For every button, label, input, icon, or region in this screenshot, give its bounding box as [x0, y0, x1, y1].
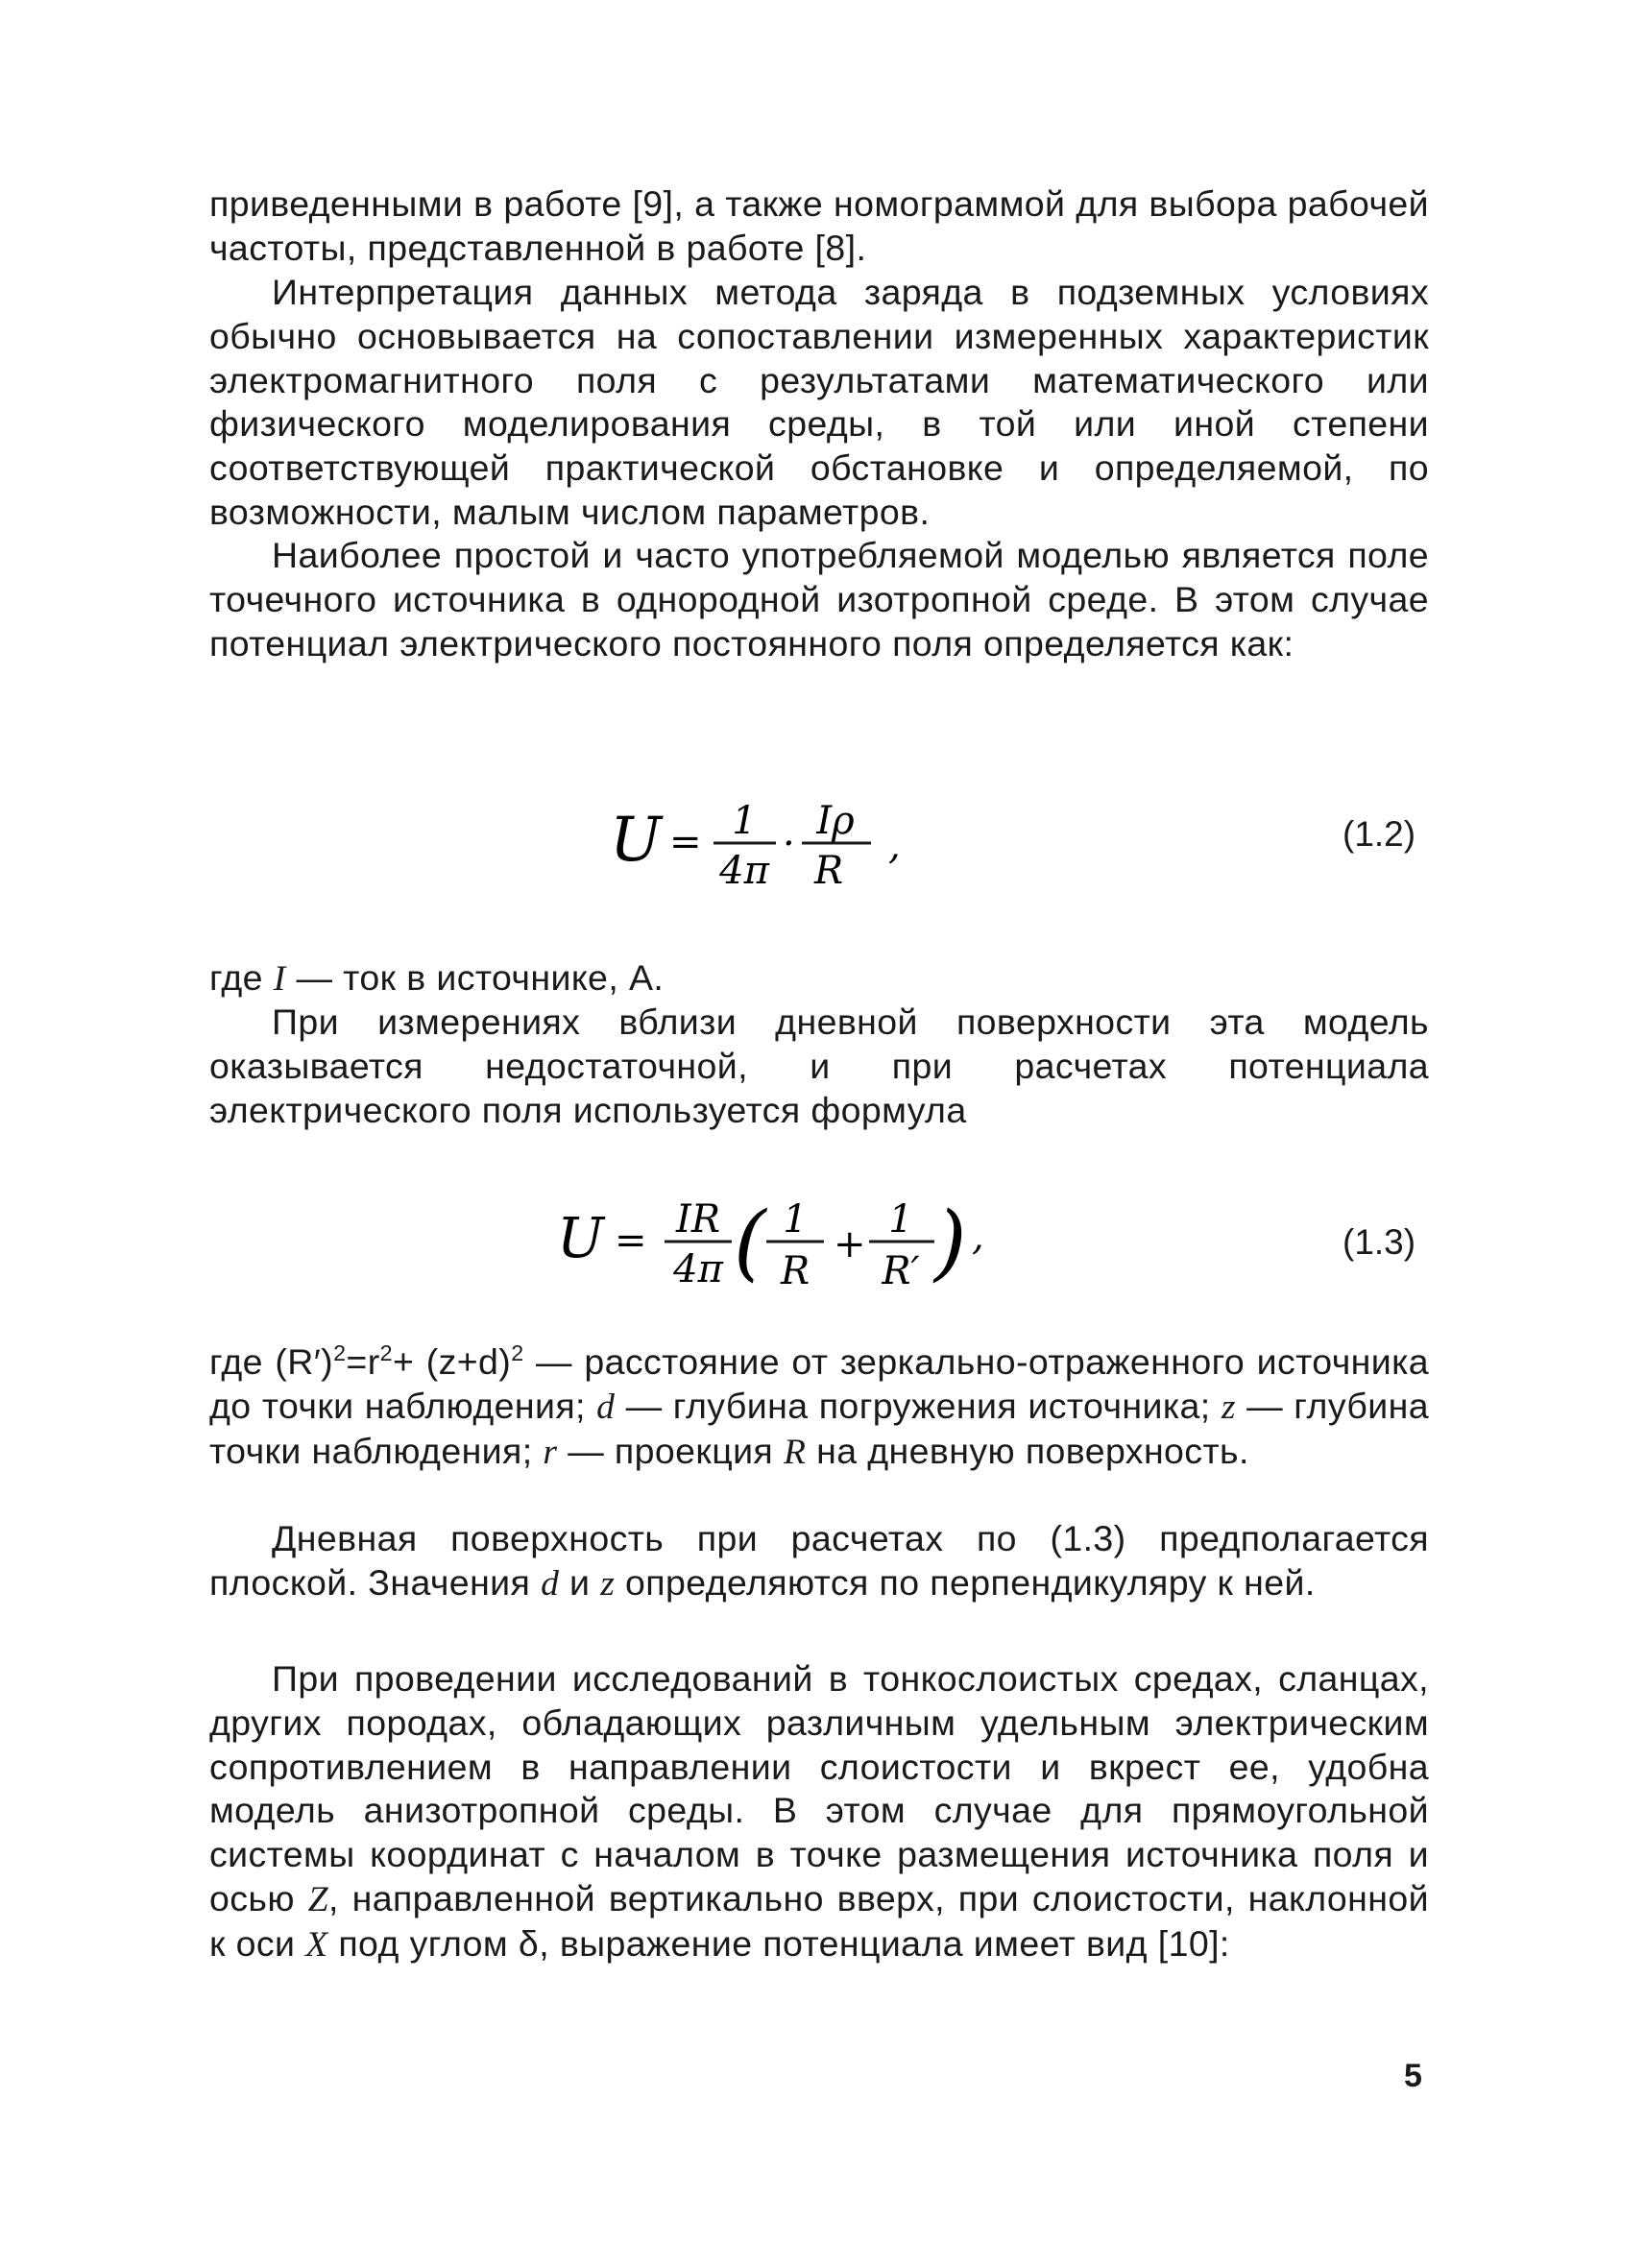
text-run: где (R′) — [209, 1341, 334, 1382]
fraction-denominator: 4π — [673, 1247, 723, 1291]
paragraph-2: Интерпретация данных метода заряда в подземных условиях обычно основывается на сопоставлении измеренных характеристик электромагнитного поля с результатами математического или физического моделирования среды, в той или иной степени соответствующей практической обстановке и определяемой, по возможности, малым числом параметров. — [209, 272, 1429, 532]
superscript: 2 — [511, 1340, 524, 1366]
fraction-numerator: 1 — [732, 799, 757, 843]
fraction-numerator: 1 — [783, 1197, 808, 1242]
variable-I: I — [273, 959, 286, 999]
variable-R: R — [783, 1432, 807, 1472]
paragraph-7 — [209, 1517, 1429, 1606]
formula-1-2 — [600, 787, 1004, 903]
text-run: — глубина точки наблюдения; — [209, 1385, 1429, 1471]
text-run: на дневную поверхность. — [806, 1430, 1249, 1471]
text-run: — расстояние от зеркально-отраженного источника до точки наблюдения; — [209, 1341, 1429, 1426]
equation-number-1-2: (1.2) — [1343, 814, 1416, 854]
formula-dot: · — [783, 822, 795, 866]
text-run: где — [209, 957, 274, 998]
formula-comma: , — [972, 1215, 984, 1259]
formula-lhs: U — [557, 1205, 604, 1270]
text-run: Дневная поверхность при расчетах по (1.3) предполагается плоской. Значения — [209, 1518, 1429, 1603]
right-parenthesis: ) — [934, 1194, 967, 1291]
text-run: — ток в источнике, А. — [285, 957, 665, 998]
equation-number-1-3: (1.3) — [1343, 1222, 1416, 1262]
variable-Z: Z — [307, 1879, 328, 1919]
formula-plus: + — [834, 1222, 866, 1267]
formula-lhs: U — [610, 805, 662, 876]
fraction-denominator: 4π — [719, 849, 769, 893]
paragraph-4 — [209, 956, 1429, 1001]
text-run: При проведении исследований в тонкослоистых средах, сланцах, других породах, обладающих различным удельным электрическим сопротивлением в направлении слоистости и вкрест ее, удобна модель анизотропной среды. В этом случае для прямоугольной системы координат с началом в точке размещения источника поля и осью — [209, 1658, 1429, 1918]
fraction-denominator: R — [813, 849, 844, 893]
variable-d: d — [596, 1387, 616, 1427]
paragraph-6 — [209, 1340, 1429, 1474]
formula-equals: = — [615, 1218, 647, 1263]
text-run: , направленной вертикально вверх, при слоистости, наклонной к оси — [209, 1877, 1430, 1964]
variable-r: r — [543, 1432, 558, 1472]
fraction-denominator: R′ — [882, 1249, 920, 1293]
formula-1-3 — [547, 1186, 1124, 1311]
text-run: — проекция — [557, 1430, 784, 1471]
fraction-numerator: Iρ — [816, 799, 855, 843]
left-parenthesis: ( — [734, 1194, 766, 1291]
text-run: под углом δ, выражение потенциала имеет вид [10]: — [327, 1922, 1230, 1964]
variable-d: d — [541, 1563, 560, 1604]
text-run: — глубина погружения источника; — [615, 1385, 1222, 1426]
variable-X: X — [305, 1924, 328, 1965]
fraction-denominator: R — [780, 1249, 810, 1293]
superscript: 2 — [333, 1340, 347, 1366]
fraction-numerator: IR — [676, 1197, 720, 1242]
text-run: + (z+d) — [392, 1341, 512, 1382]
text-run: =r — [346, 1341, 380, 1382]
paragraph-8 — [209, 1657, 1429, 1967]
variable-z: z — [1221, 1387, 1236, 1427]
formula-equals: = — [669, 820, 702, 864]
fraction-numerator: 1 — [888, 1197, 913, 1242]
paragraph-5: При измерениях вблизи дневной поверхности эта модель оказывается недостаточной, и при расчетах потенциала электрического поля используется формула — [209, 1001, 1429, 1130]
text-run: и — [559, 1561, 601, 1603]
superscript: 2 — [379, 1340, 393, 1366]
formula-comma: , — [888, 824, 901, 868]
paragraph-3: Наиболее простой и часто употребляемой моделью является поле точечного источника в однородной изотропной среде. В этом случае потенциал электрического постоянного поля определяется как: — [209, 535, 1429, 664]
variable-z: z — [600, 1563, 616, 1604]
page-number: 5 — [1404, 2058, 1422, 2094]
paragraph-1: приведенными в работе [9], а также номограммой для выбора рабочей частоты, представленной в работе [8]. — [209, 183, 1429, 268]
text-run: определяются по перпендикуляру к ней. — [615, 1561, 1316, 1603]
